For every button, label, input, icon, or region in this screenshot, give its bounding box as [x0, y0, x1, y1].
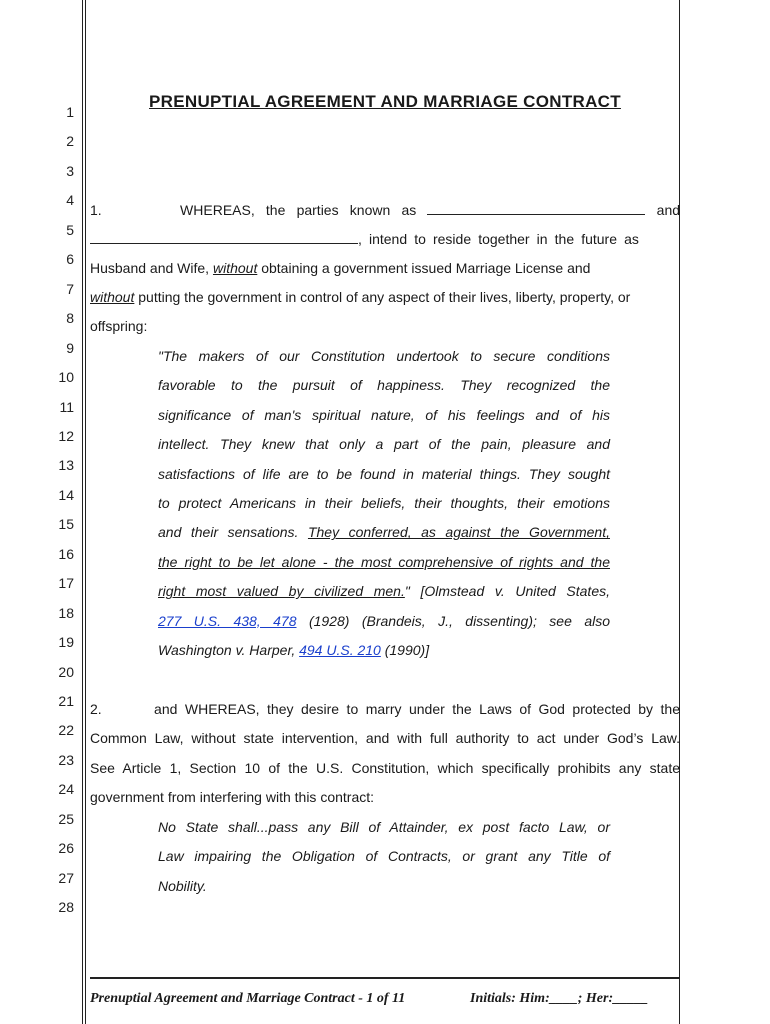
line-number: 7 [66, 280, 74, 297]
left-margin-rule-inner [85, 0, 86, 1024]
line-number: 23 [58, 751, 74, 768]
line-number: 5 [66, 221, 74, 238]
line-number: 10 [58, 369, 74, 386]
line-number: 20 [58, 663, 74, 680]
section-1-line-5: offspring: [90, 318, 148, 334]
line-number: 3 [66, 162, 74, 179]
line-number: 18 [58, 604, 74, 621]
section-1-line-4: without putting the government in control of any aspect of their lives, liberty, property, or [90, 289, 631, 305]
section-1-line-1: 1. WHEREAS, the parties known as and [90, 202, 681, 218]
emphasis-without: without [90, 289, 135, 305]
line-number: 19 [58, 634, 74, 651]
constitution-quote: "The makers of our Constitution undertook to secure conditions favorable to the pursuit of happiness. They recognized the significance of man's spiritual nature, of his feelings and of his intellect. They knew that only a part of the pain, pleasure and satisfactions of life are to be found in material things. They sought to protect Americans in their beliefs, their thoughts, their emotions and their sensations. They conferred, as against the Government, the right to be let alone - the most comprehensive of rights and the right most valued by civilized men." [Olmstead v. United States, 277 U.S. 438, 478 (1928) (Brandeis, J., dissenting); see also Washington v. Harper, 494 U.S. 210 (1990)] [158, 348, 611, 658]
line-number: 2 [66, 133, 74, 150]
line-number: 14 [58, 486, 74, 503]
document-title: PRENUPTIAL AGREEMENT AND MARRIAGE CONTRACT [149, 92, 621, 111]
line-number: 1 [66, 104, 74, 120]
line-number: 24 [58, 781, 74, 798]
citation-link-494-us-210[interactable]: 494 U.S. 210 [299, 641, 381, 658]
line-number: 22 [58, 722, 74, 739]
footer-divider [90, 977, 680, 979]
party-two-name-blank[interactable] [90, 230, 358, 244]
emphasis-without: without [212, 260, 258, 276]
line-number: 26 [58, 840, 74, 857]
line-number: 11 [59, 398, 74, 415]
line-number: 4 [66, 192, 74, 209]
line-number: 12 [58, 427, 74, 444]
footer-page-label: Prenuptial Agreement and Marriage Contract - 1 of 11 [90, 991, 406, 1006]
section-2-line-1: 2. and WHEREAS, they desire to marry under the Laws of God protected by the [90, 701, 680, 717]
citation-link-277-us-438[interactable]: 277 U.S. 438, 478 [158, 612, 297, 629]
section-2: 2. and WHEREAS, they desire to marry under the Laws of God protected by the Common Law, without state intervention, and with full authority to act under God’s Law. See Article 1, Section 10 of the U.S. Constitution, which specifically prohibits any state government from interfering with this contract: [90, 701, 680, 806]
right-margin-rule [679, 0, 680, 1024]
line-number: 6 [66, 251, 74, 268]
line-number: 28 [58, 899, 74, 916]
section-1-line-2: , intend to reside together in the future as [90, 229, 680, 249]
line-number: 13 [58, 457, 74, 474]
line-number: 27 [58, 869, 74, 886]
section-1-line-3: Husband and Wife, without obtaining a government issued Marriage License and [90, 260, 591, 276]
line-number: 21 [58, 693, 74, 709]
section-1 [90, 200, 680, 336]
party-one-name-blank[interactable] [427, 201, 645, 215]
line-number: 25 [58, 810, 74, 827]
line-number: 9 [66, 339, 74, 356]
footer-initials: Initials: Him:____; Her:_____ [470, 991, 649, 1006]
left-margin-rule-outer [82, 0, 83, 1024]
line-number: 16 [58, 545, 74, 562]
line-number: 8 [66, 310, 74, 327]
article-1-section-10-quote: No State shall...pass any Bill of Attainder, ex post facto Law, or Law impairing the Obligation of Contracts, or grant any Title of Nobility. [158, 819, 610, 894]
line-number: 15 [58, 516, 74, 533]
line-number: 17 [58, 575, 74, 592]
